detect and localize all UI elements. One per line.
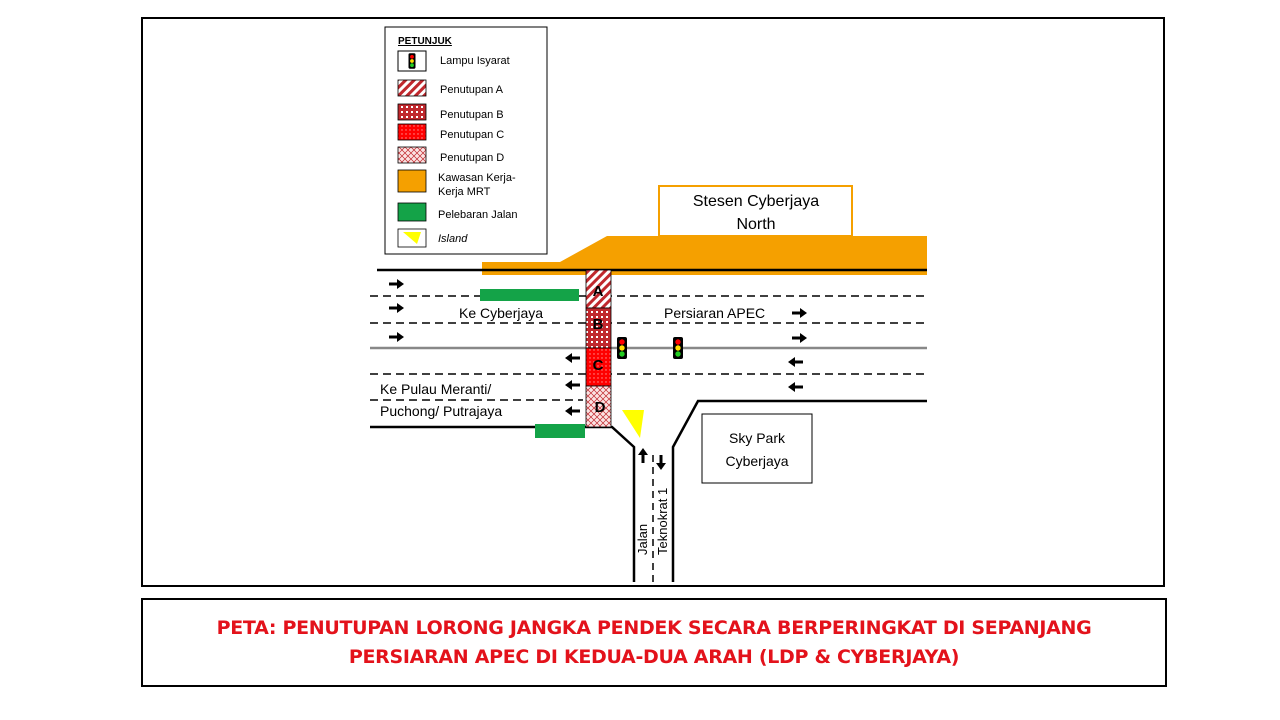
legend-swatch-closure-c	[398, 124, 426, 140]
arrow-left-icon	[565, 353, 580, 363]
traffic-light-icon	[673, 337, 683, 359]
legend-label-closure-c: Penutupan C	[440, 129, 505, 141]
station-label	[659, 186, 852, 236]
label-to-pulau-meranti-1: Ke Pulau Meranti/	[380, 381, 492, 397]
legend-label-mrt-works-2: Kerja MRT	[438, 186, 491, 198]
arrow-left-icon	[565, 380, 580, 390]
map-caption	[141, 598, 1167, 687]
label-to-cyberjaya: Ke Cyberjaya	[459, 305, 544, 321]
caption-line2: PERSIARAN APEC DI KEDUA-DUA ARAH (LDP & CYBERJAYA)	[348, 645, 960, 668]
legend-label-mrt-works-1: Kawasan Kerja-	[438, 172, 516, 184]
legend-swatch-closure-d	[398, 147, 426, 163]
legend-swatch-closure-b	[398, 104, 426, 120]
legend-label-closure-d: Penutupan D	[440, 152, 505, 164]
closure-b-letter: B	[592, 316, 604, 333]
label-to-pulau-meranti-2: Puchong/ Putrajaya	[380, 403, 503, 419]
arrow-left-icon	[565, 406, 580, 416]
arrow-down-icon	[656, 455, 666, 470]
caption-line1: PETA: PENUTUPAN LORONG JANGKA PENDEK SECARA BERPERINGKAT DI SEPANJANG	[216, 616, 1092, 639]
station-name-line2: North	[736, 216, 776, 233]
closure-a-letter: A	[592, 283, 604, 300]
legend-swatch-closure-a	[398, 80, 426, 96]
arrow-left-icon	[788, 382, 803, 392]
closure-c-letter: C	[592, 357, 604, 374]
label-teknokrat: Teknokrat 1	[655, 487, 670, 555]
sky-park-line2: Cyberjaya	[725, 453, 789, 469]
traffic-light-icon	[617, 337, 627, 359]
arrow-right-icon	[389, 332, 404, 342]
sky-park-line1: Sky Park	[728, 430, 786, 446]
arrow-left-icon	[788, 357, 803, 367]
legend-swatch-mrt-works	[398, 170, 426, 192]
road-widening-top	[480, 289, 579, 301]
legend-label-island: Island	[438, 233, 468, 245]
legend-label-closure-b: Penutupan B	[440, 109, 504, 121]
traffic-light-icon	[409, 53, 416, 68]
arrow-right-icon	[389, 279, 404, 289]
arrow-right-icon	[792, 333, 807, 343]
label-jalan: Jalan	[635, 523, 650, 555]
legend-label-closure-a: Penutupan A	[440, 84, 504, 96]
closure-d-letter: D	[594, 399, 606, 416]
legend-title: PETUNJUK	[398, 36, 452, 47]
arrow-up-icon	[638, 448, 648, 463]
arrow-right-icon	[792, 308, 807, 318]
label-persiaran-apec: Persiaran APEC	[664, 305, 766, 321]
legend	[385, 27, 547, 254]
closure-zones	[586, 270, 611, 427]
legend-swatch-road-widening	[398, 203, 426, 221]
arrow-right-icon	[389, 303, 404, 313]
road-widening-bottom	[535, 424, 585, 438]
legend-label-road-widening: Pelebaran Jalan	[438, 209, 518, 221]
legend-label-traffic-light: Lampu Isyarat	[440, 55, 510, 67]
station-name-line1: Stesen Cyberjaya	[692, 193, 820, 210]
island-marker	[622, 410, 644, 438]
sky-park-box	[702, 414, 812, 483]
